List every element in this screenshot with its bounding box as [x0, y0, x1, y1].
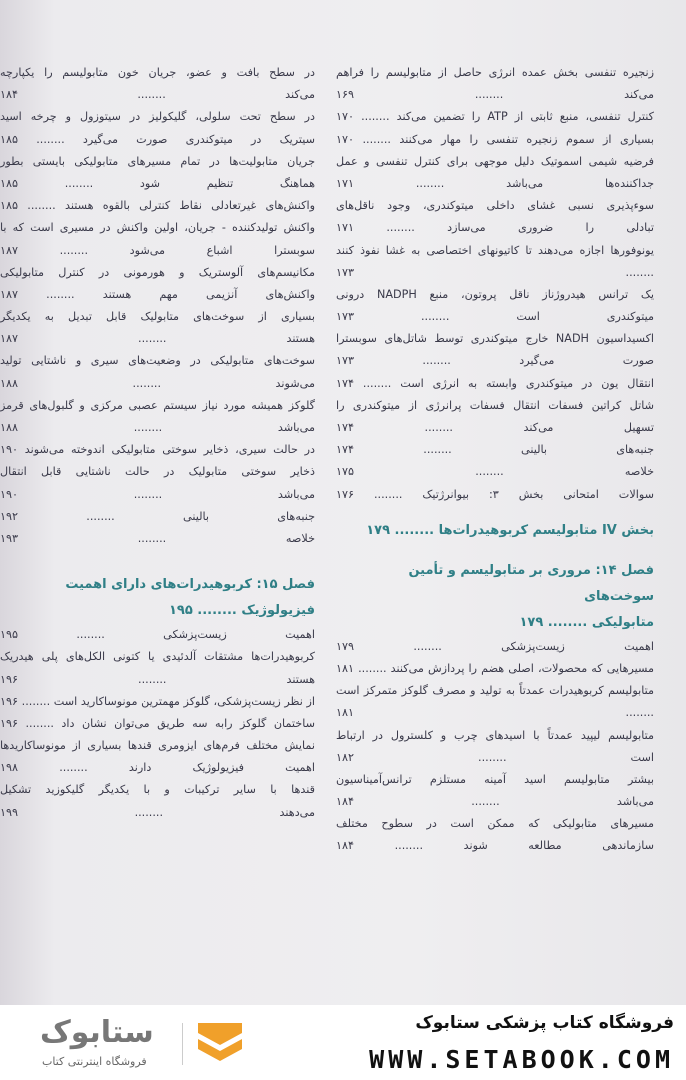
- toc-line: از نظر زیست‌پزشکی، گلوکز مهمترین مونوساکارید است ........ ۱۹۶: [0, 694, 315, 708]
- toc-entry: [336, 151, 654, 195]
- toc-line: یک ترانس هیدروژناز ناقل پروتون، منبع NADPH درونی: [336, 287, 654, 301]
- toc-line: سوبسترا اشباع می‌شود ........ ۱۸۷: [0, 243, 315, 257]
- toc-line: جنبه‌های بالینی ........ ۱۷۴: [336, 443, 654, 457]
- toc-line: گلوکز همیشه مورد نیاز سیستم عصبی مرکزی و گلبول‌های قرمز: [0, 398, 315, 412]
- toc-line: می‌باشد ........ ۱۹۰: [0, 487, 315, 501]
- toc-line: متابولیسم لیپید عمدتاً با اسیدهای چرب و کلسترول در ارتباط: [336, 728, 654, 742]
- toc-line: در حالت سیری، ذخایر سوختی متابولیکی اندوخته می‌شوند ۱۹۰: [0, 443, 315, 457]
- right-column: [336, 62, 654, 858]
- toc-line: بیشتر متابولیسم اسید آمینه مستلزم ترانس‌آمیناسیون: [336, 772, 654, 786]
- toc-line: مسیرهایی که محصولات، اصلی هضم را پردازش می‌کنند ........ ۱۸۱: [336, 661, 654, 675]
- toc-line: کربوهیدرات‌ها مشتقات آلدئیدی یا کتونی الکل‌های پلی هیدریک: [0, 650, 315, 664]
- toc-line: جنبه‌های بالینی ........ ۱۹۲: [0, 509, 315, 523]
- toc-entry: [336, 658, 654, 680]
- toc-entry: [0, 691, 315, 713]
- logo-subtitle: فروشگاه اینترنتی کتاب: [42, 1055, 147, 1068]
- toc-entry: [336, 484, 654, 506]
- toc-line: واکنش‌های آنزیمی مهم هستند ........ ۱۸۷: [0, 287, 315, 301]
- toc-entry: [0, 461, 315, 505]
- toc-line: یونوفورها اجازه می‌دهند تا کاتیونهای اختصاصی به غشا نفوذ کنند: [336, 243, 654, 257]
- left-column: [0, 62, 315, 824]
- chapter-heading-line: متابولیکی ........ ۱۷۹: [519, 614, 654, 630]
- toc-line: ساختمان گلوکز رابه سه طریق می‌توان نشان داد ........ ۱۹۶: [0, 716, 315, 730]
- toc-entry: [336, 106, 654, 128]
- toc-entry: [0, 779, 315, 823]
- toc-line: نمایش مختلف فرم‌های ایزومری قندها بسیاری از مونوساکاریدها: [0, 739, 315, 753]
- toc-line: اکسیداسیون NADH خارج میتوکندری توسط شاتل‌های سوبسترا: [336, 332, 654, 346]
- toc-entry: [336, 240, 654, 284]
- toc-entry: [336, 373, 654, 395]
- toc-line: تبادلی را ضروری می‌سازد ........ ۱۷۱: [336, 221, 654, 235]
- toc-entry: [336, 680, 654, 724]
- toc-entry: [0, 106, 315, 150]
- toc-line: اهمیت فیزیولوژیک دارند ........ ۱۹۸: [0, 761, 315, 775]
- toc-line: می‌باشد ........ ۱۸۸: [0, 421, 315, 434]
- toc-line: واکنش‌های غیرتعادلی نقاط کنترلی بالقوه هستند ........ ۱۸۵: [0, 199, 315, 213]
- toc-entry: [336, 439, 654, 461]
- toc-entry: [0, 646, 315, 690]
- toc-line: سوالات امتحانی بخش ۳: بیوانرژتیک ........ ۱۷۶: [336, 487, 654, 501]
- toc-line: خلاصه ........ ۱۹۳: [0, 531, 315, 545]
- toc-line: در سطح بافت و عضو، جریان خون متابولیسم را یکپارچه: [0, 66, 315, 79]
- toc-line: میتوکندری است ........ ۱۷۳: [336, 310, 654, 324]
- toc-line: بسیاری از سوخت‌های متابولیک قابل تبدیل به یکدیگر: [0, 310, 315, 324]
- toc-line: واکنش تولیدکننده - جریان، اولین واکنش در مسیری است که با: [0, 221, 315, 235]
- toc-entry: [0, 350, 315, 394]
- toc-line: فرضیه شیمی اسموتیک دلیل موجهی برای کنترل تنفسی و عمل: [336, 154, 654, 168]
- toc-line: مسیرهای متابولیکی که ممکن است در سطوح مختلف: [336, 817, 654, 831]
- chapter-14-heading: [336, 558, 654, 636]
- toc-line: هستند ........ ۱۹۶: [0, 672, 315, 686]
- toc-line: قندها با سایر ترکیبات و با یکدیگر گلیکوزید تشکیل: [0, 783, 315, 797]
- toc-line: جریان متابولیت‌ها در تمام مسیرهای متابولیکی بایستی بطور: [0, 154, 315, 168]
- toc-entry: [0, 395, 315, 439]
- toc-entry: [0, 439, 315, 461]
- shop-footer: [0, 1005, 686, 1080]
- toc-line: ........ ۱۷۳: [336, 265, 654, 279]
- toc-entry: [336, 129, 654, 151]
- toc-line: ذخایر سوختی متابولیک در حالت ناشتایی قابل انتقال: [0, 465, 315, 479]
- toc-line: خلاصه ........ ۱۷۵: [336, 465, 654, 479]
- toc-entry: [336, 461, 654, 483]
- toc-entry: [336, 725, 654, 769]
- toc-line: در سطح تحت سلولی، گلیکولیز در سیتوزول و چرخه اسید: [0, 110, 315, 124]
- toc-line: سوء‌پذیری نسبی غشای داخلی میتوکندری، وجود ناقل‌های: [336, 199, 654, 213]
- toc-entry: [336, 284, 654, 328]
- toc-line: متابولیسم کربوهیدرات عمدتاً به تولید و مصرف گلوکز متمرکز است: [336, 684, 654, 698]
- toc-entry: [336, 636, 654, 658]
- toc-line: می‌کند ........ ۱۶۹: [336, 88, 654, 102]
- toc-line: مکانیسم‌های آلوستریک و هورمونی در کنترل متابولیکی: [0, 265, 315, 279]
- toc-line: هستند ........ ۱۸۷: [0, 332, 315, 346]
- toc-entry: [0, 713, 315, 735]
- toc-line: می‌شوند ........ ۱۸۸: [0, 376, 315, 390]
- toc-entry: [0, 624, 315, 646]
- chapter-heading-line: فیزیولوژیک ........ ۱۹۵: [168, 603, 315, 619]
- part-heading: بخش IV متابولیسم کربوهیدرات‌ها ........ ۱۷۹: [366, 522, 654, 538]
- bookmark-logo-icon: [190, 1019, 250, 1069]
- shop-url[interactable]: WWW.SETABOOK.COM: [369, 1045, 674, 1074]
- toc-line: می‌کند ........ ۱۸۴: [0, 88, 315, 102]
- chapter-heading-line: فصل ۱۵: کربوهیدرات‌های دارای اهمیت: [65, 577, 315, 593]
- footer-divider: [182, 1023, 183, 1065]
- toc-line: انتقال یون در میتوکندری وابسته به انرژی است ........ ۱۷۴: [336, 376, 654, 390]
- toc-entry: [336, 62, 654, 106]
- toc-entry: [0, 195, 315, 217]
- toc-line: شاتل کراتین فسفات انتقال فسفات پرانرژی از میتوکندری را: [336, 398, 654, 412]
- toc-line: اهمیت زیست‌پزشکی ........ ۱۷۹: [336, 639, 654, 653]
- toc-entry: [0, 306, 315, 350]
- toc-entry: [0, 735, 315, 779]
- toc-line: صورت می‌گیرد ........ ۱۷۳: [336, 354, 654, 368]
- toc-entry: [336, 395, 654, 439]
- toc-entry: [0, 506, 315, 528]
- toc-line: زنجیره تنفسی بخش عمده انرژی حاصل از متابولیسم را فراهم: [336, 66, 654, 79]
- toc-line: ........ ۱۸۱: [336, 706, 654, 720]
- toc-line: تسهیل می‌کند ........ ۱۷۴: [336, 421, 654, 434]
- toc-entry: [0, 151, 315, 195]
- toc-line: کنترل تنفسی، منبع ثابتی از ATP را تضمین می‌کند ........ ۱۷۰: [336, 110, 654, 124]
- toc-entry: [336, 769, 654, 813]
- toc-line: اهمیت زیست‌پزشکی ........ ۱۹۵: [0, 628, 315, 642]
- toc-line: سیتریک در میتوکندری صورت می‌گیرد ........ ۱۸۵: [0, 132, 315, 146]
- toc-line: جداکننده‌ها می‌باشد ........ ۱۷۱: [336, 176, 654, 190]
- toc-entry: [0, 262, 315, 306]
- chapter-15-heading: [0, 572, 315, 624]
- toc-line: سازماندهی مطالعه شوند ........ ۱۸۴: [336, 839, 654, 853]
- logo-wordmark: ستابوک: [40, 1015, 154, 1050]
- toc-line: بسیاری از سموم زنجیره تنفسی را مهار می‌کنند ........ ۱۷۰: [336, 132, 654, 146]
- toc-line: است ........ ۱۸۲: [336, 750, 654, 764]
- toc-line: سوخت‌های متابولیکی در وضعیت‌های سیری و ناشتایی تولید: [0, 354, 315, 368]
- toc-entry: [336, 328, 654, 372]
- chapter-heading-line: فصل ۱۴: مروری بر متابولیسم و تأمین سوخت‌های: [408, 562, 654, 604]
- toc-line: هماهنگ تنظیم شود ........ ۱۸۵: [0, 176, 315, 190]
- toc-entry: [0, 217, 315, 261]
- toc-entry: [336, 195, 654, 239]
- toc-line: می‌دهند ........ ۱۹۹: [0, 805, 315, 819]
- toc-entry: [0, 528, 315, 550]
- toc-entry: [336, 813, 654, 857]
- toc-line: می‌باشد ........ ۱۸۴: [336, 795, 654, 809]
- toc-entry: [0, 62, 315, 106]
- shop-name: فروشگاه کتاب پزشکی ستابوک: [415, 1013, 674, 1033]
